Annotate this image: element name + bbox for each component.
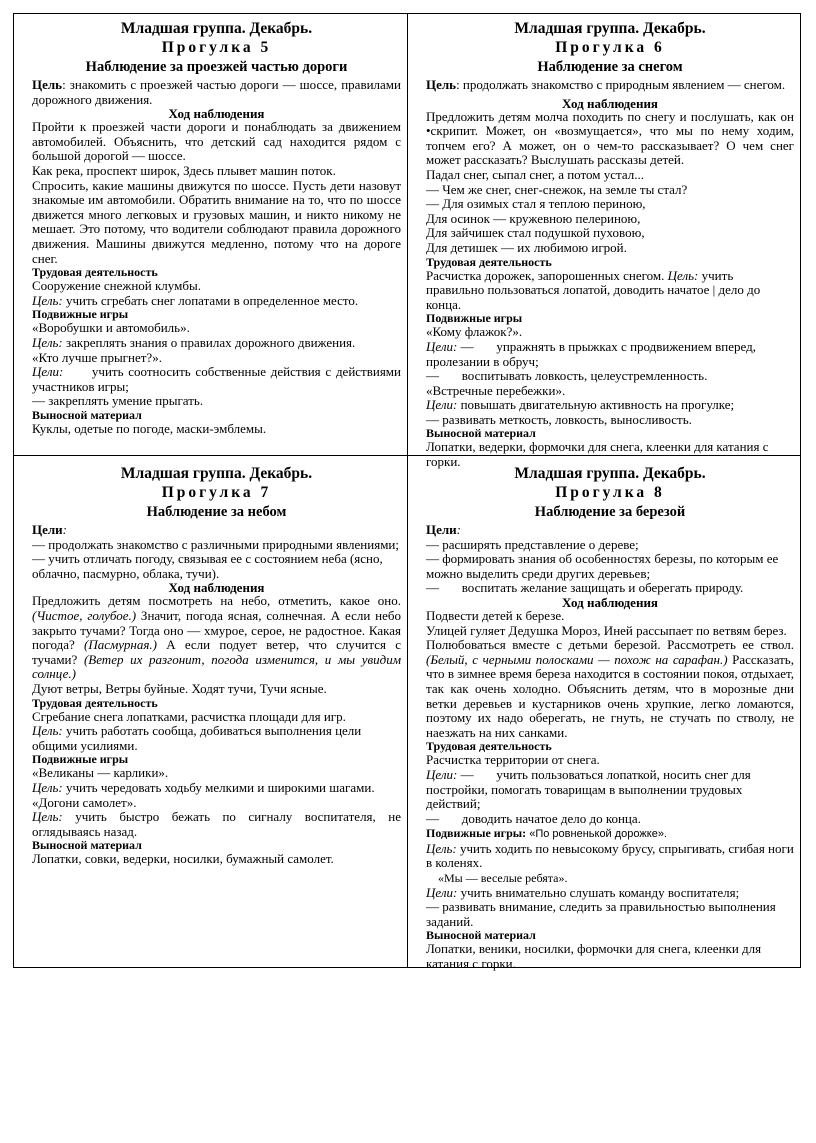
card-header: Младшая группа. Декабрь. — [120, 465, 313, 482]
card-walk-6 — [408, 14, 800, 470]
game-goal-2: — развивать меткость, ловкость, выносливость. — [426, 411, 692, 427]
labor-title: Трудовая деятельность — [32, 265, 158, 280]
labor-title: Трудовая деятельность — [426, 739, 552, 754]
poem: Как река, проспект широк, Здесь плывет машин поток. — [32, 162, 336, 178]
game-name: «Мы — веселые ребята». — [438, 871, 568, 886]
goal-text: — учить пользоваться лопаткой, носить снег для постройки, помогать товарищам в выполнении трудовых действий; — [426, 766, 754, 812]
game-goal-2: — закреплять умение прыгать. — [32, 393, 204, 409]
walk-title: Прогулка 5 — [161, 39, 272, 56]
text: Значит, погода ясная, солнечная. А если небо закрыто тучами? Тогда оно — хмурое, серое, не радостное. Какая погода? — [32, 607, 401, 653]
goal-label: Цель: — [32, 723, 63, 739]
goal-item: — продолжать знакомство с различными природными явлениями; — [32, 536, 399, 552]
verse-line: — Чем же снег, снег-снежок, на земле ты стал? — [426, 181, 688, 197]
goal-item: — расширять представление о дереве; — [426, 536, 639, 552]
verse-line: Для детишек — их любимою игрой. — [426, 239, 627, 255]
labor-goal — [32, 294, 401, 309]
games-title: Подвижные игры — [32, 307, 129, 322]
material-title: Выносной материал — [426, 426, 536, 441]
answer: (Пасмурная.) — [83, 637, 157, 653]
material-text: Куклы, одетые по погоде, маски-эмблемы. — [32, 420, 267, 436]
goal-text: : продолжать знакомство с природным явлением — снегом. — [456, 77, 786, 92]
labor-title: Трудовая деятельность — [426, 254, 552, 269]
game-goal-2: — развивать внимание, следить за правильностью выполнения заданий. — [426, 899, 776, 929]
walk-title: Прогулка 8 — [555, 484, 665, 501]
course-title: Ход наблюдения — [562, 594, 658, 610]
material-text: Лопатки, ведерки, формочки для снега, клеенки для катания с горки. — [426, 439, 769, 470]
walk-cards-table — [13, 13, 801, 972]
goal-label: Цель: — [32, 779, 63, 795]
text: Полюбоваться вместе с детьми березой. Рассмотреть ее ствол. — [426, 637, 794, 653]
goals — [426, 523, 794, 538]
poem: Дуют ветры, Ветры буйные. Ходят тучи, Тучи ясные. — [32, 680, 327, 696]
labor-text: Сгребание снега лопатками, расчистка площади для игр. — [32, 708, 346, 724]
game-goal — [32, 781, 401, 796]
card-walk-8 — [408, 456, 800, 972]
goal-label: Цели: — [426, 766, 458, 782]
game-goal — [32, 364, 405, 394]
text: Рассказать, что в зимнее время береза находится в состоянии покоя, отдыхает, так как очень холодно. Объяснить детям, что в морозные дни ветки деревьев и кустарников очень хрупкие, легко ломаются, поэтому их надо оберегать, не гнуть, не стучать по стволу, не наезжать на них санками. — [426, 651, 794, 740]
observation-title: Наблюдение за снегом — [537, 59, 683, 75]
text: Предложить детям посмотреть на небо, отметить, какое оно. — [32, 593, 401, 609]
game-name: «Кому флажок?». — [426, 324, 523, 340]
labor-task: Расчистка дорожек, запорошенных снегом. — [426, 267, 665, 283]
card-walk-7 — [14, 456, 408, 967]
walk-title: Прогулка 7 — [161, 484, 272, 501]
material-title: Выносной материал — [426, 928, 536, 943]
paragraph: Спросить, какие машины движутся по шоссе. Пусть дети назовут знакомые им автомобили. Обратить внимание на то, что по шоссе движется много легковых и грузовых машин, и никто никому не мешает. Это потому, что водители соблюдают правила дорожного движения. Машины движутся медленно, потому что на дороге снег. — [32, 177, 401, 266]
game-name: «Великаны — карлики». — [32, 765, 169, 781]
games-title: Подвижные игры — [426, 311, 523, 326]
goal-text: — упражнять в прыжках с продвижением вперед, пролезании в обруч; — [426, 338, 760, 369]
material-text: Лопатки, веники, носилки, формочки для снега, клеенки для катания с горки. — [426, 941, 762, 972]
game-name: «Догони самолет». — [32, 794, 137, 810]
labor-goal-2: — доводить начатое дело до конца. — [426, 810, 641, 826]
goal-text: учить сгребать снег лопатами в определенное место. — [62, 292, 359, 308]
verse-line: Для осинок — кружевною пелериною, — [426, 210, 641, 226]
walk-title: Прогулка 6 — [555, 39, 665, 56]
answer: (Белый, с черными полосками — похож на сарафан.) — [426, 651, 728, 667]
goal-label: Цель: — [32, 334, 63, 350]
goals-label: Цели — [426, 522, 457, 537]
verse-line: Для зайчишек стал подушкой пуховою, — [426, 225, 645, 241]
answer: (Чистое, голубое.) — [32, 607, 137, 623]
goals — [32, 523, 401, 538]
goal-label: Цель: — [32, 292, 63, 308]
goal-text: повышать двигательную активность на прогулке; — [457, 397, 735, 413]
game-name: «По ровненькой дорожке». — [526, 828, 667, 841]
game-name: «Встречные перебежки». — [426, 382, 566, 398]
labor-text — [426, 269, 794, 313]
goal-item: можно выделить среди других деревьев; — [426, 565, 651, 581]
poem: Улицей гуляет Дедушка Мороз, Иней рассыпает по ветвям берез. — [426, 622, 787, 638]
games — [426, 826, 794, 842]
paragraph: Предложить детям молча походить по снегу и послушать, как он •скрипит. Может, он «возмущается», что мы по нему ходим, топчем его? А может, он о чем-то рассказывает? О чем снег может рассказать? Выслушать рассказы детей. — [426, 108, 794, 168]
card-header: Младшая группа. Декабрь. — [120, 20, 313, 37]
goal-text: учить работать сообща, добиваться выполнения цели общими усилиями. — [32, 723, 362, 753]
course-title: Ход наблюдения — [168, 580, 265, 596]
material-title: Выносной материал — [32, 838, 142, 853]
goal-item: — учить отличать погоду, связывая ее с состоянием неба (ясно, — [32, 551, 383, 567]
verse-line: — Для озимых стал я теплою периною, — [426, 196, 646, 212]
goals-colon: : — [456, 522, 462, 537]
course-title: Ход наблюдения — [168, 106, 265, 122]
games-title: Подвижные игры: — [426, 826, 527, 841]
labor-text: Сооружение снежной клумбы. — [32, 278, 201, 294]
observation-title: Наблюдение за небом — [146, 504, 287, 520]
game-goal — [426, 398, 794, 413]
game-goal — [32, 810, 401, 839]
card-header: Младшая группа. Декабрь. — [514, 20, 706, 37]
goal-item: облачно, пасмурно, облака, тучи). — [32, 565, 220, 581]
game-name: «Воробушки и автомобиль». — [32, 320, 190, 336]
goal-text: учить внимательно слушать команду воспитателя; — [457, 884, 740, 900]
material-title: Выносной материал — [32, 407, 142, 422]
card-walk-5 — [14, 14, 408, 456]
answer: (Ветер их разгонит, погода изменится, и мы увидим солнце.) — [32, 651, 401, 682]
goal-label: Цель — [426, 77, 457, 92]
labor-goal — [426, 768, 794, 812]
goal-text: : знакомить с проезжей частью дороги — шоссе, правилами дорожного движения. — [32, 77, 401, 107]
text: А если подует ветер, что случится с тучами? — [32, 637, 401, 667]
goal-text: учить быстро бежать по сигналу воспитателя, не оглядываясь назад. — [32, 809, 401, 839]
game-goal-2: — воспитывать ловкость, целеустремленность. — [426, 368, 708, 384]
goal-item: — воспитать желание защищать и оберегать природу. — [426, 580, 744, 596]
goal — [32, 78, 401, 107]
game-goal — [32, 336, 401, 351]
labor-title: Трудовая деятельность — [32, 695, 158, 710]
goal-label: Цели: — [32, 364, 64, 380]
material-text: Лопатки, совки, ведерки, носилки, бумажный самолет. — [32, 851, 334, 867]
goal-text: закреплять знания о правилах дорожного движения. — [62, 334, 356, 350]
labor-text: Расчистка территории от снега. — [426, 752, 600, 768]
paragraph: Подвести детей к березе. — [426, 607, 565, 623]
observation-title: Наблюдение за березой — [534, 504, 686, 520]
goal-label: Цель: — [426, 840, 457, 856]
goal-label: Цели: — [426, 397, 458, 413]
goals-label: Цели — [32, 522, 63, 537]
goal-text: учить соотносить собственные действия с действиями участников игры; — [32, 364, 405, 394]
goals-colon: : — [62, 522, 68, 537]
game-goal — [426, 340, 794, 369]
goal — [426, 78, 794, 93]
goal-label: Цель: — [32, 809, 63, 825]
goal-label: Цели: — [426, 338, 458, 354]
game-goal — [426, 886, 794, 901]
goal-text: учить чередовать ходьбу мелкими и широкими шагами. — [62, 779, 375, 795]
goal-item: — формировать знания об особенностях березы, по которым ее — [426, 551, 779, 567]
game-goal — [426, 842, 794, 871]
observation-title: Наблюдение за проезжей частью дороги — [85, 59, 348, 75]
goal-label: Цель — [32, 77, 63, 92]
paragraph — [32, 594, 401, 682]
paragraph — [426, 638, 794, 740]
goal-text: учить ходить по невысокому брусу, спрыгивать, сгибая ноги в коленях. — [426, 840, 794, 871]
paragraph: Пройти к проезжей части дороги и понаблюдать за движением автомобилей. Объяснить, что детский сад находится рядом с большой дорогой — шоссе. — [32, 119, 401, 164]
goal-text: учить правильно пользоваться лопатой, доводить начатое | дело до конца. — [426, 267, 761, 312]
goal-label: Цель: — [667, 267, 699, 283]
course-title: Ход наблюдения — [562, 95, 658, 111]
game-name: «Кто лучше прыгнет?». — [32, 349, 162, 365]
verse-line: Падал снег, сыпал снег, а потом устал... — [426, 166, 644, 182]
labor-goal — [32, 724, 401, 753]
goal-label: Цели: — [426, 884, 458, 900]
card-header: Младшая группа. Декабрь. — [514, 465, 706, 482]
games-title: Подвижные игры — [32, 752, 129, 767]
